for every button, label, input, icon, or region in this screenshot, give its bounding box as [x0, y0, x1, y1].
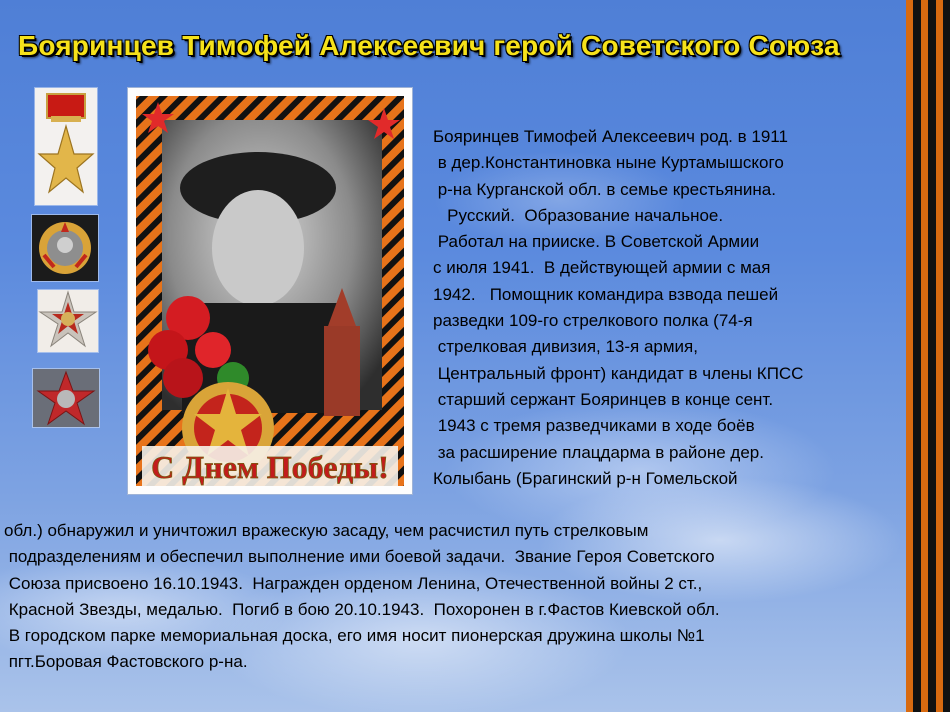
portrait-photo-frame	[128, 88, 412, 494]
bio-line: Работал на прииске. В Советской Армии	[433, 232, 760, 252]
bio-line: Русский. Образование начальное.	[433, 205, 724, 225]
bio-line: обл.) обнаружил и уничтожил вражескую засаду, чем расчистил путь стрелковым	[4, 521, 649, 540]
bio-line: Красной Звезды, медалью. Погиб в бою 20.10.1943. Похоронен в г.Фастов Киевской обл.	[4, 599, 720, 619]
bio-line: с июля 1941. В действующей армии с мая	[433, 258, 771, 278]
bio-line: старший сержант Бояринцев в конце сент.	[433, 389, 774, 409]
bio-line: 1942. Помощник командира взвода пешей	[433, 284, 779, 304]
order-of-red-star-image	[33, 369, 99, 427]
bio-line: Бояринцев Тимофей Алексеевич род. в 1911	[433, 127, 788, 146]
bio-line: Союза присвоено 16.10.1943. Награжден орденом Ленина, Отечественной войны 2 ст.,	[4, 573, 703, 593]
bio-line: стрелковая дивизия, 13-я армия,	[433, 337, 698, 357]
bio-line: пгт.Боровая Фастовского р-на.	[4, 652, 248, 672]
order-of-lenin-image	[32, 215, 98, 281]
bio-line: 1943 с тремя разведчиками в ходе боёв	[433, 416, 755, 436]
bio-line: р-на Курганской обл. в семье крестьянина.	[433, 179, 776, 199]
st-george-ribbon	[906, 0, 950, 712]
bio-line: В городском парке мемориальная доска, его имя носит пионерская дружина школы №1	[4, 626, 705, 646]
biography-text-bottom	[4, 518, 720, 676]
page-title: Бояринцев Тимофей Алексеевич герой Советского Союза	[18, 30, 840, 61]
victory-day-banner-text: С Днем Победы!	[151, 449, 389, 485]
bio-line: за расширение плацдарма в районе дер.	[433, 442, 764, 462]
order-of-patriotic-war-image	[38, 290, 98, 352]
biography-text-right	[433, 124, 803, 492]
bio-line: подразделениям и обеспечил выполнение ими боевой задачи. Звание Героя Советского	[4, 547, 715, 567]
bio-line: Колыбань (Брагинский р-н Гомельской	[433, 468, 738, 488]
bio-line: разведки 109-го стрелкового полка (74-я	[433, 311, 753, 331]
gold-star-medal-image	[35, 88, 97, 205]
bio-line: в дер.Константиновка ныне Куртамышского	[433, 153, 784, 173]
bio-line: Центральный фронт) кандидат в члены КПСС	[433, 363, 804, 383]
